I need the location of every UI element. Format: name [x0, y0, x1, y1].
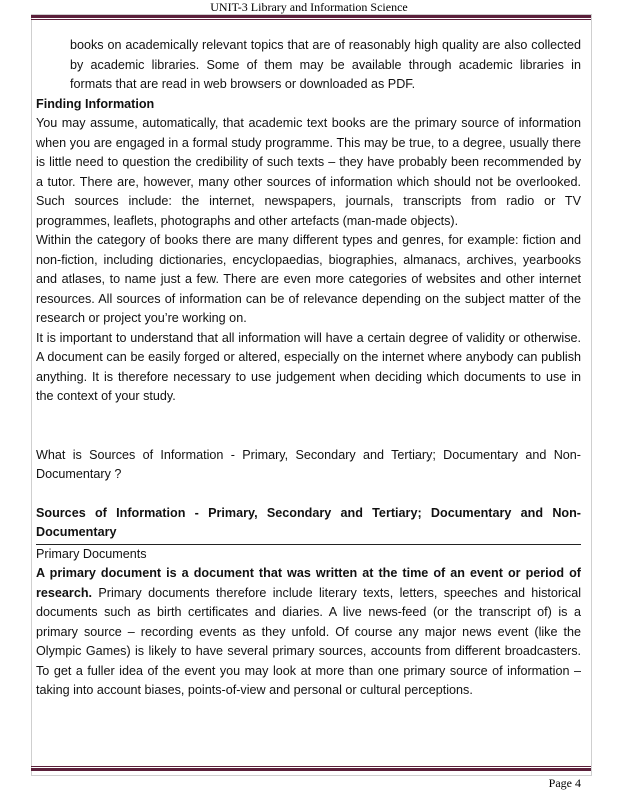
- intro-continuation: books on academically relevant topics that are of reasonably high quality are also collected by academic libraries. Some of them may be available through academic libraries in formats that are read in web browsers or downloaded as PDF.: [70, 38, 581, 91]
- spacer: [36, 485, 581, 504]
- primary-description: Primary documents therefore include literary texts, letters, speeches and historical documents such as birth certificates and diaries. A live news-feed (or the transcript of) is a primary source – recording events as they unfold. Of course any major news event (like the Olympic Games) is likely to have several primary sources, accounts from different broadcasters. To get a fuller idea of the event you may look at more than one primary source of information – taking into account biases, points-of-view and personal or cultural perceptions.: [36, 585, 581, 697]
- finding-information-heading: Finding Information: [36, 96, 155, 111]
- footer-rule-thin: [31, 766, 591, 767]
- subsection-title: Primary Documents: [36, 546, 147, 561]
- header-rule: [31, 15, 591, 18]
- paragraph: Within the category of books there are many different types and genres, for example: fiction and non-fiction, including dictionaries, encyclopaedias, biographies, almanacs, archives, yearbooks and atlases, to name just a few. There are even more categories of websites and other internet resources. All sources of information can be of relevance depending on the subject matter of the research or project you’re working on.: [36, 233, 581, 325]
- section-heading: Sources of Information - Primary, Secondary and Tertiary; Documentary and Non-Documentary: [36, 504, 581, 545]
- primary-definition: A primary document is a document that was written at the time of an event or period of research.: [36, 566, 581, 600]
- page-content: [36, 36, 581, 701]
- page-number: Page 4: [548, 776, 581, 790]
- running-header: UNIT-3 Library and Information Science: [210, 0, 408, 14]
- paragraph: You may assume, automatically, that academic text books are the primary source of information when you are engaged in a formal study programme. This may be true, to a degree, usually there is little need to question the credibility of such texts – they have probably been recommended by a tutor. There are, however, many other sources of information which should not be overlooked. Such sources include: the internet, newspapers, journals, transcripts from radio or TV programmes, leaflets, photographs and other artefacts (man-made objects).: [36, 116, 581, 228]
- header-rule-thin: [31, 19, 591, 20]
- paragraph: It is important to understand that all information will have a certain degree of validity or otherwise. A document can be easily forged or altered, especially on the internet where anybody can publish anything. It is therefore necessary to use judgement when deciding which documents to use in the context of your study.: [36, 330, 581, 403]
- spacer: [36, 407, 581, 446]
- footer-rule: [31, 768, 591, 771]
- primary-documents-paragraph: [36, 564, 581, 701]
- question-text: What is Sources of Information - Primary, Secondary and Tertiary; Documentary and Non-Documentary ?: [36, 447, 581, 481]
